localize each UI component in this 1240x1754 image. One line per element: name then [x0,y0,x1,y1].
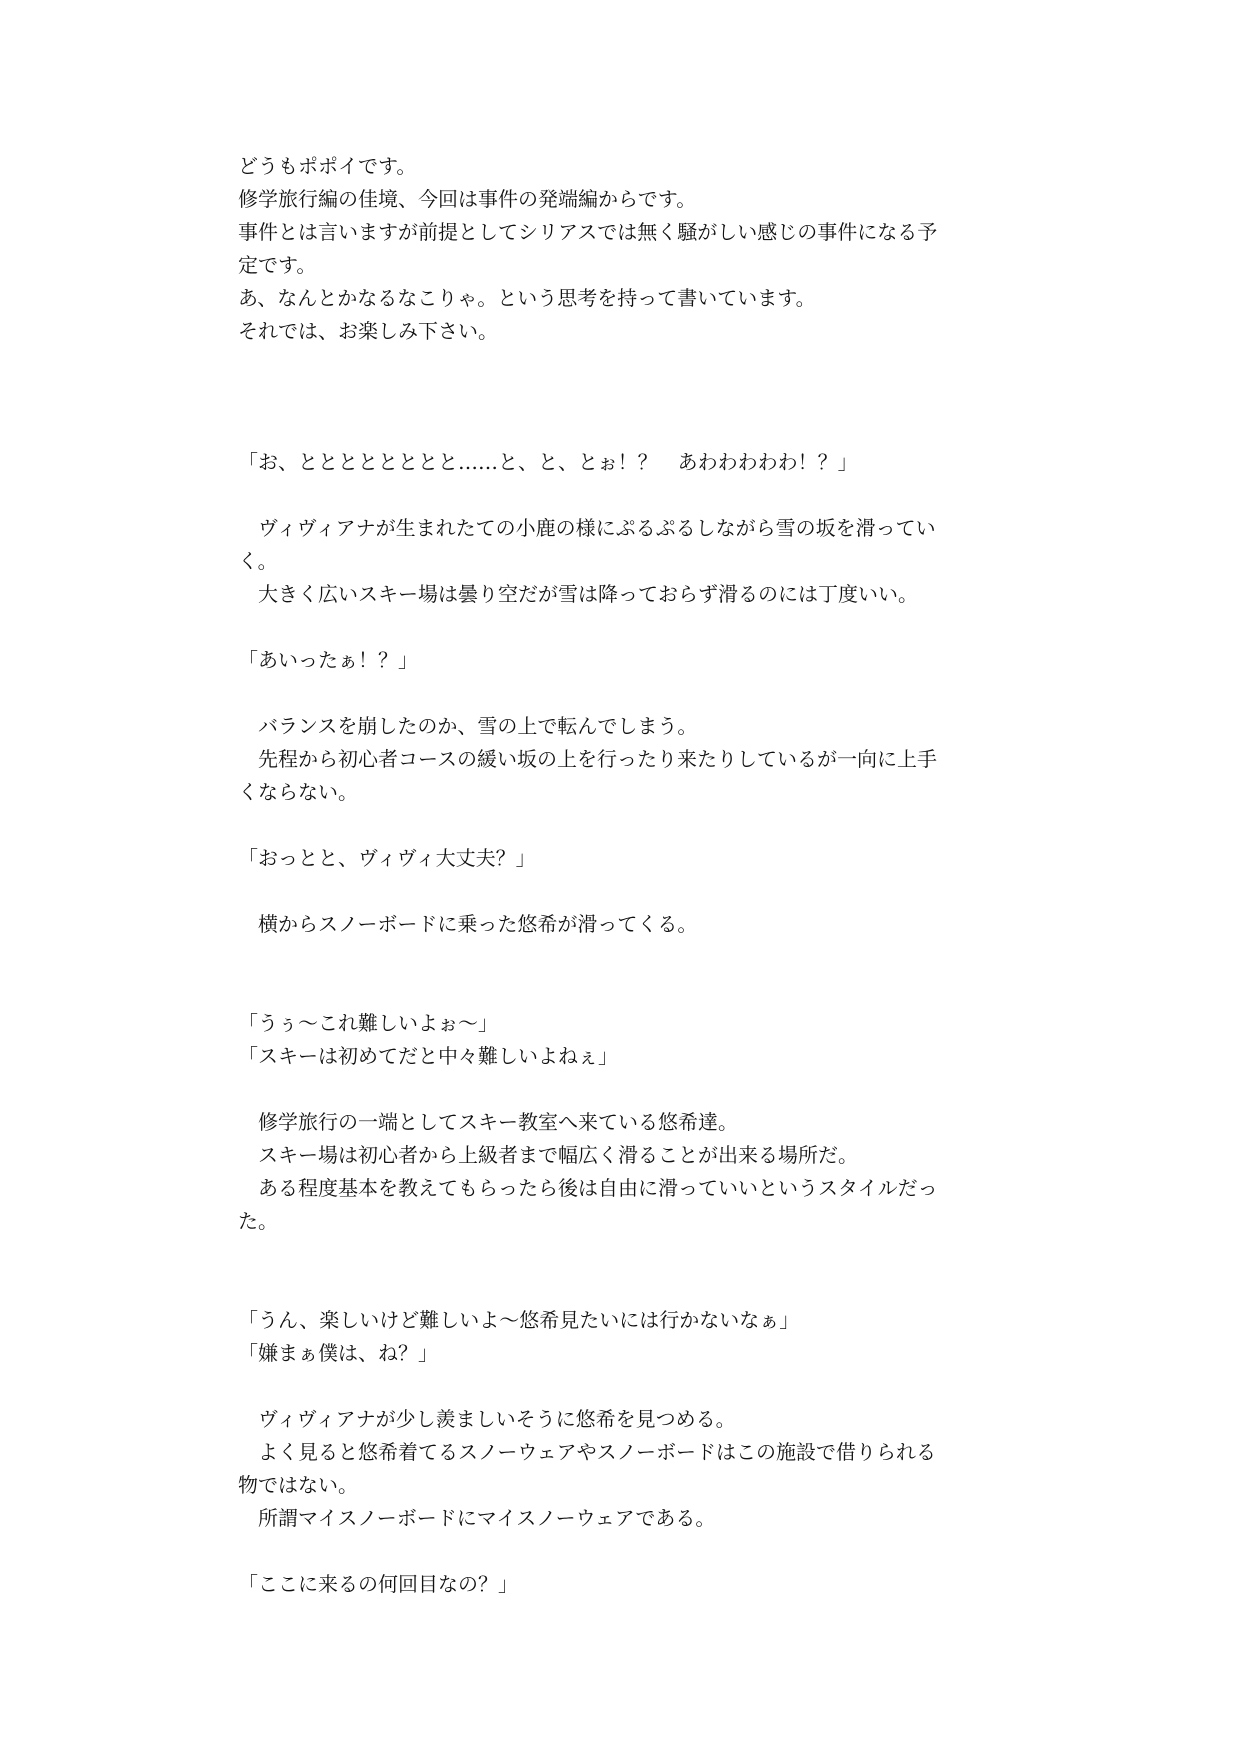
preface-line: 事件とは言いますが前提としてシリアスでは無く騒がしい感じの事件になる予 [238,220,938,244]
story-line [238,611,1008,644]
story-line: ヴィヴィアナが生まれたての小鹿の様にぷるぷるしながら雪の坂を滑ってい [238,516,936,540]
story-line [238,1238,1008,1271]
story-line: く。 [238,549,278,573]
preface-line: あ、なんとかなるなこりゃ。という思考を持って書いています。 [238,286,816,310]
story-line [238,809,1008,842]
story-body [238,446,1008,1601]
story-line: 「スキーは初めてだと中々難しいよねぇ」 [238,1044,618,1068]
story-line: 「うぅ〜これ難しいよぉ〜」 [238,1011,498,1035]
story-line [238,1370,1008,1403]
story-line [238,875,1008,908]
story-line: 物ではない。 [238,1473,358,1497]
preface-line: 修学旅行編の佳境、今回は事件の発端編からです。 [238,187,697,211]
story-line: た。 [238,1209,278,1233]
story-line [238,677,1008,710]
story-line: ヴィヴィアナが少し羨ましいそうに悠希を見つめる。 [238,1407,736,1431]
preface-line: それでは、お楽しみ下さい。 [238,319,498,343]
story-line: 先程から初心者コースの緩い坂の上を行ったり来たりしているが一向に上手 [238,747,937,771]
story-line [238,1535,1008,1568]
story-line: 「嫌まぁ僕は、ね？」 [238,1341,438,1365]
story-line [238,1073,1008,1106]
story-line: 所謂マイスノーボードにマイスノーウェアである。 [238,1506,716,1530]
story-line: ある程度基本を教えてもらったら後は自由に滑っていいというスタイルだっ [238,1176,938,1200]
story-line [238,974,1008,1007]
story-line: 大きく広いスキー場は曇り空だが雪は降っておらず滑るのには丁度いい。 [238,582,918,606]
story-line: よく見ると悠希着てるスノーウェアやスノーボードはこの施設で借りられる [238,1440,936,1464]
story-line: くならない。 [238,780,358,804]
story-line: 「お、とととととととと……と、と、とぉ！？ あわわわわわ！？」 [238,450,858,474]
story-line: 「あいったぁ！？」 [238,648,418,672]
story-line: スキー場は初心者から上級者まで幅広く滑ることが出来る場所だ。 [238,1143,858,1167]
story-line [238,941,1008,974]
preface-line: 定です。 [238,253,317,277]
story-line: 横からスノーボードに乗った悠希が滑ってくる。 [238,912,698,936]
preface-line: どうもポポイです。 [238,154,417,178]
story-line [238,479,1008,512]
story-line: 「ここに来るの何回目なの？」 [238,1572,518,1596]
story-line: 修学旅行の一端としてスキー教室へ来ている悠希達。 [238,1110,738,1134]
author-preface [238,150,1008,348]
story-line: 「おっとと、ヴィヴィ大丈夫？」 [238,846,536,870]
story-line [238,1271,1008,1304]
story-line: バランスを崩したのか、雪の上で転んでしまう。 [238,714,698,738]
story-line: 「うん、楽しいけど難しいよ〜悠希見たいには行かないなぁ」 [238,1308,800,1332]
